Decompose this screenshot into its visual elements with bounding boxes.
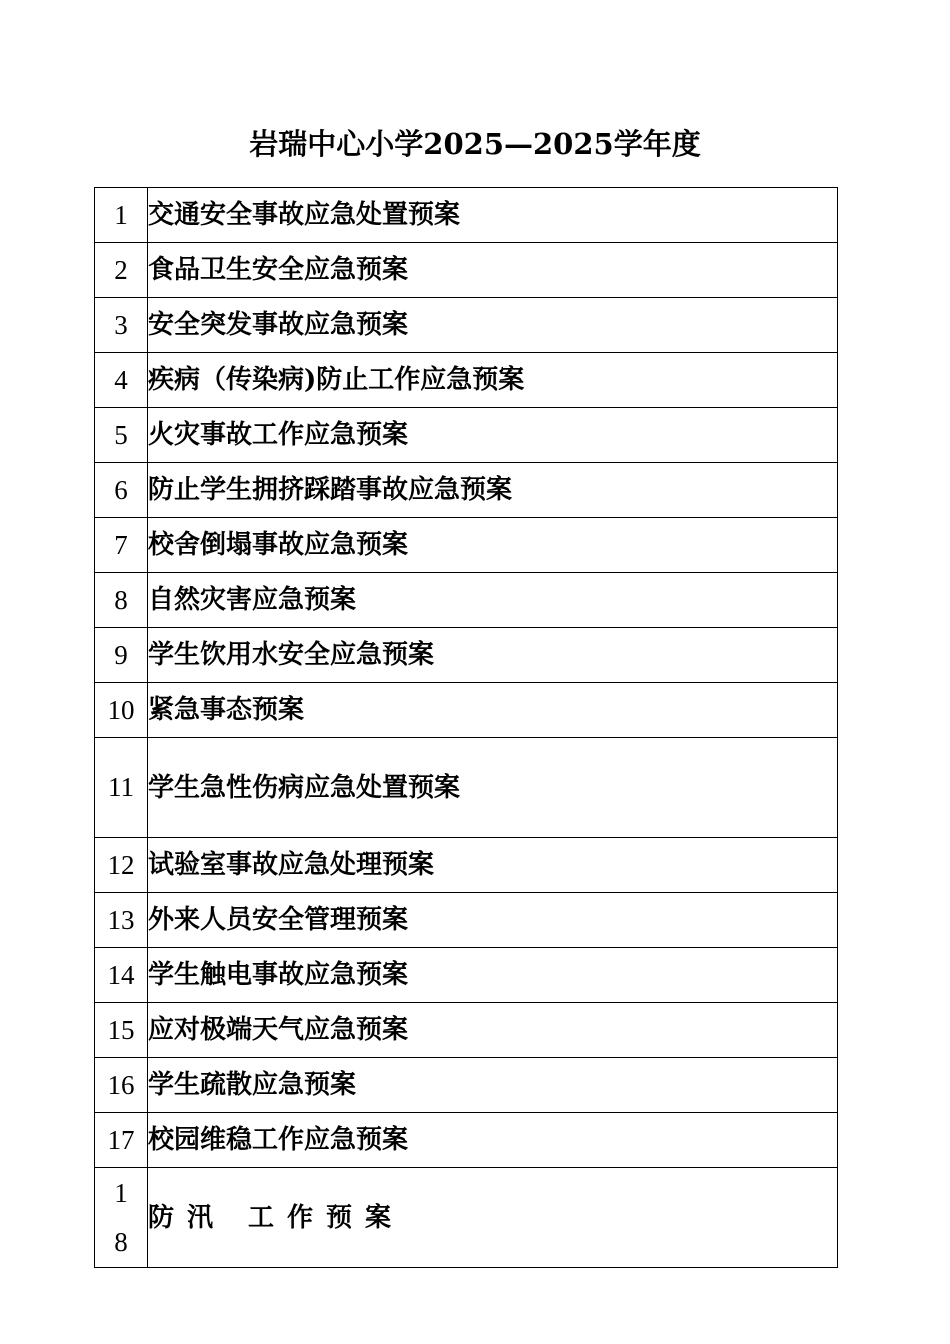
row-number: 2	[95, 243, 148, 298]
table-row	[95, 243, 838, 298]
table-row	[95, 188, 838, 243]
table-row	[95, 948, 838, 1003]
row-number: 11	[95, 738, 148, 838]
plan-name: 防汛 工作预案	[148, 1168, 838, 1268]
table-row	[95, 463, 838, 518]
row-number: 12	[95, 838, 148, 893]
plan-name: 应对极端天气应急预案	[148, 1003, 838, 1058]
plan-name: 紧急事态预案	[148, 683, 838, 738]
table-row	[95, 518, 838, 573]
page-title: 岩瑞中心小学2025—2025学年度	[249, 127, 701, 161]
table-row	[95, 738, 838, 838]
plan-name: 学生疏散应急预案	[148, 1058, 838, 1113]
row-number: 9	[95, 628, 148, 683]
row-number: 3	[95, 298, 148, 353]
table-row	[95, 1113, 838, 1168]
row-number: 1	[95, 188, 148, 243]
table-row	[95, 893, 838, 948]
plan-table	[94, 187, 838, 1268]
row-number: 4	[95, 353, 148, 408]
table-row	[95, 628, 838, 683]
row-number: 18	[95, 1168, 148, 1268]
row-number: 17	[95, 1113, 148, 1168]
row-number: 14	[95, 948, 148, 1003]
row-number: 16	[95, 1058, 148, 1113]
plan-name: 校舍倒塌事故应急预案	[148, 518, 838, 573]
plan-name: 校园维稳工作应急预案	[148, 1113, 838, 1168]
table-row	[95, 683, 838, 738]
plan-name: 试验室事故应急处理预案	[148, 838, 838, 893]
table-row	[95, 1058, 838, 1113]
plan-name: 食品卫生安全应急预案	[148, 243, 838, 298]
plan-name: 学生饮用水安全应急预案	[148, 628, 838, 683]
table-row	[95, 353, 838, 408]
row-number: 7	[95, 518, 148, 573]
row-number: 8	[95, 573, 148, 628]
row-number: 13	[95, 893, 148, 948]
row-number: 15	[95, 1003, 148, 1058]
table-row	[95, 1003, 838, 1058]
plan-name: 学生触电事故应急预案	[148, 948, 838, 1003]
row-number: 5	[95, 408, 148, 463]
table-row	[95, 298, 838, 353]
table-row	[95, 573, 838, 628]
table-row	[95, 408, 838, 463]
plan-name: 火灾事故工作应急预案	[148, 408, 838, 463]
plan-name: 外来人员安全管理预案	[148, 893, 838, 948]
plan-name: 交通安全事故应急处置预案	[148, 188, 838, 243]
table-row	[95, 1168, 838, 1268]
plan-name: 自然灾害应急预案	[148, 573, 838, 628]
plan-name: 学生急性伤病应急处置预案	[148, 738, 838, 838]
row-number: 6	[95, 463, 148, 518]
plan-name: 安全突发事故应急预案	[148, 298, 838, 353]
plan-name: 疾病（传染病)防止工作应急预案	[148, 353, 838, 408]
table-row	[95, 838, 838, 893]
plan-name: 防止学生拥挤踩踏事故应急预案	[148, 463, 838, 518]
row-number: 10	[95, 683, 148, 738]
